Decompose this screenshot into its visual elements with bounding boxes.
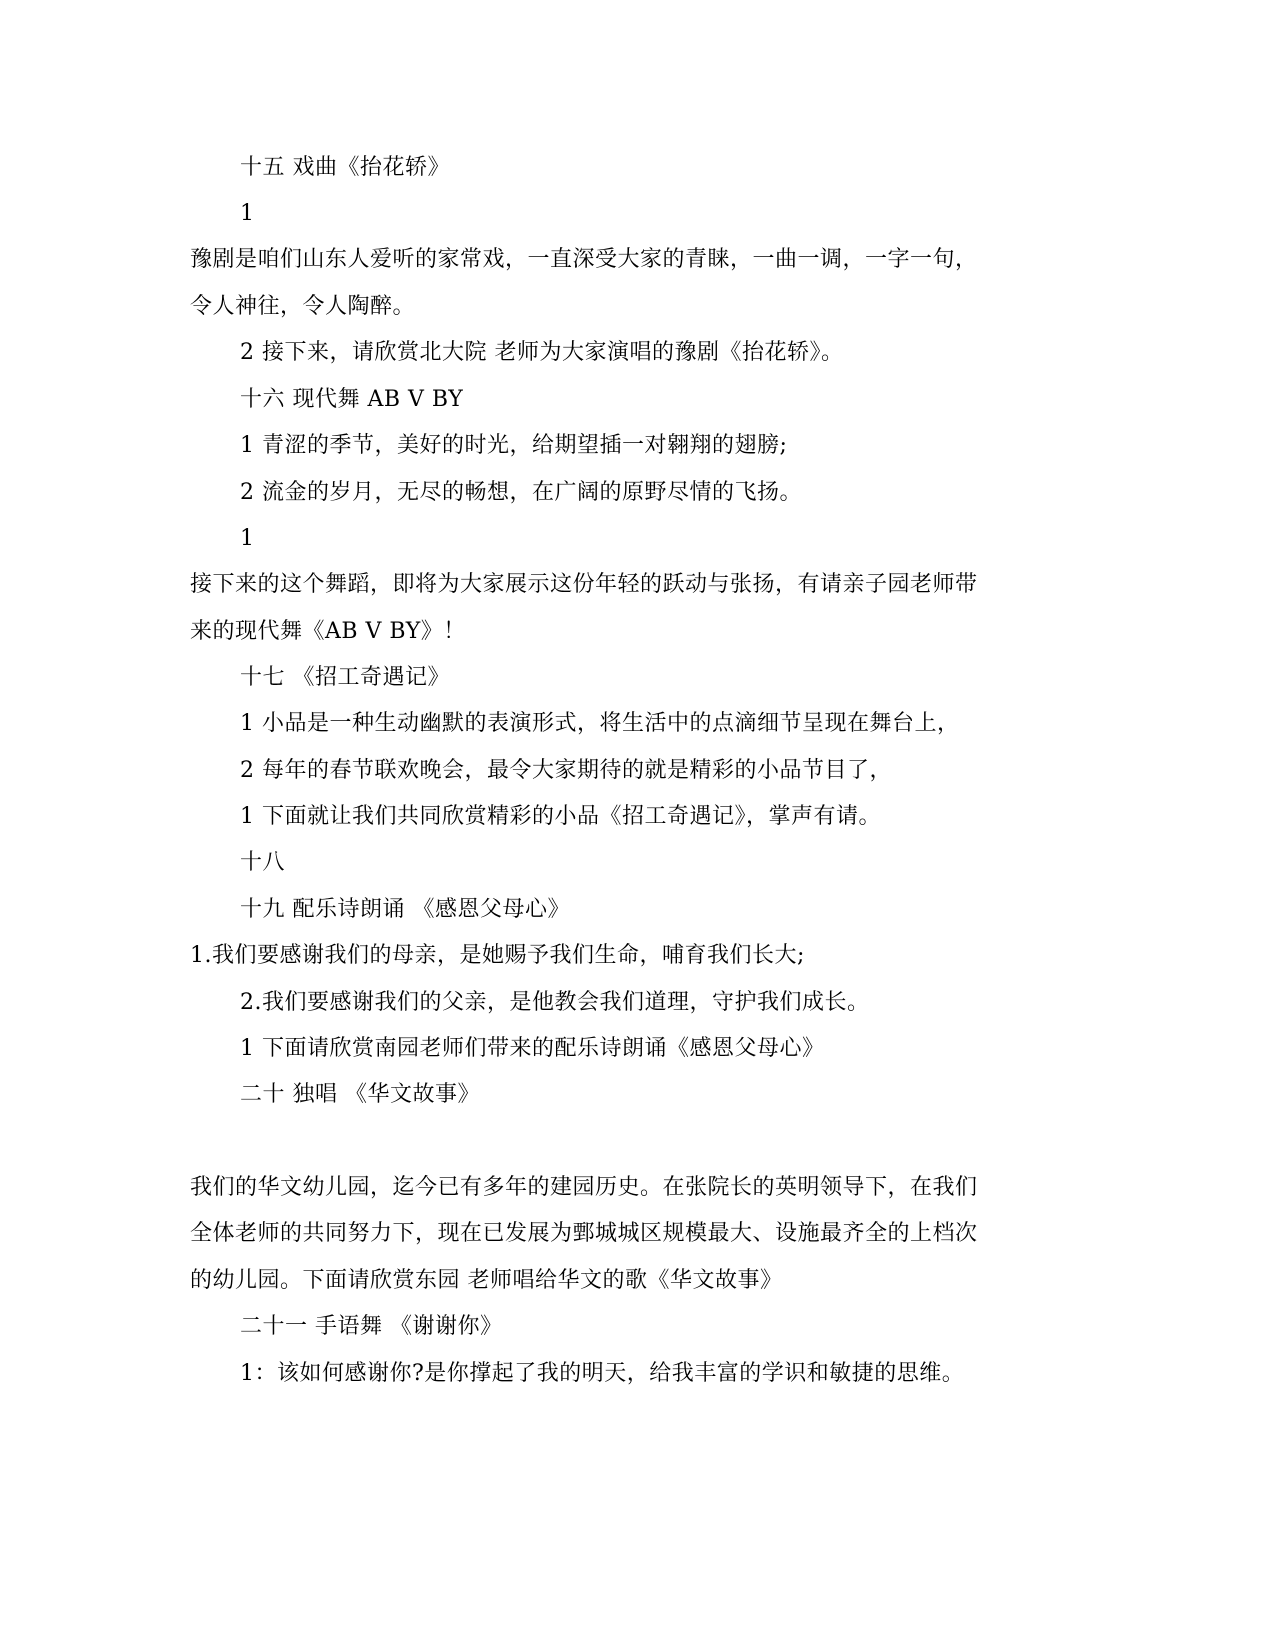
paragraph-line: 令人神往，令人陶醉。 — [190, 294, 416, 319]
paragraph-line: 我们的华文幼儿园，迄今已有多年的建园历史。在张院长的英明领导下，在我们 — [190, 1175, 978, 1200]
paragraph-line: 豫剧是咱们山东人爱听的家常戏，一直深受大家的青睐，一曲一调，一字一句， — [190, 247, 978, 272]
paragraph-line: 1：该如何感谢你?是你撑起了我的明天，给我丰富的学识和敏捷的思维。 — [240, 1361, 965, 1386]
paragraph-line: 1 下面就让我们共同欣赏精彩的小品《招工奇遇记》，掌声有请。 — [240, 804, 881, 829]
paragraph-line: 的幼儿园。下面请欣赏东园 老师唱给华文的歌《华文故事》 — [190, 1268, 783, 1293]
section-heading: 十九 配乐诗朗诵 《感恩父母心》 — [240, 897, 570, 922]
section-heading: 十六 现代舞 AB V BY — [240, 387, 464, 412]
paragraph-line: 1.我们要感谢我们的母亲，是她赐予我们生命，哺育我们长大; — [190, 943, 805, 968]
paragraph-line: 1 青涩的季节，美好的时光，给期望插一对翱翔的翅膀; — [240, 433, 788, 458]
paragraph-line: 全体老师的共同努力下，现在已发展为鄄城城区规模最大、设施最齐全的上档次 — [190, 1221, 978, 1246]
paragraph-line: 2 流金的岁月，无尽的畅想，在广阔的原野尽情的飞扬。 — [240, 480, 802, 505]
section-heading: 十五 戏曲《抬花轿》 — [240, 155, 450, 180]
speaker-marker: 1 — [240, 526, 255, 551]
section-heading: 十七 《招工奇遇记》 — [240, 665, 450, 690]
paragraph-line: 1 下面请欣赏南园老师们带来的配乐诗朗诵《感恩父母心》 — [240, 1036, 825, 1061]
paragraph-line: 1 小品是一种生动幽默的表演形式，将生活中的点滴细节呈现在舞台上， — [240, 711, 960, 736]
paragraph-line: 2 接下来，请欣赏北大院 老师为大家演唱的豫剧《抬花轿》。 — [240, 340, 844, 365]
section-heading: 十八 — [240, 850, 286, 875]
paragraph-line: 接下来的这个舞蹈，即将为大家展示这份年轻的跃动与张扬，有请亲子园老师带 — [190, 572, 978, 597]
paragraph-line: 2 每年的春节联欢晚会，最令大家期待的就是精彩的小品节目了， — [240, 758, 892, 783]
section-heading: 二十 独唱 《华文故事》 — [240, 1082, 480, 1107]
paragraph-line: 来的现代舞《AB V BY》！ — [190, 619, 466, 644]
section-heading: 二十一 手语舞 《谢谢你》 — [240, 1314, 503, 1339]
speaker-marker: 1 — [240, 201, 255, 226]
paragraph-line: 2.我们要感谢我们的父亲，是他教会我们道理，守护我们成长。 — [240, 990, 870, 1015]
